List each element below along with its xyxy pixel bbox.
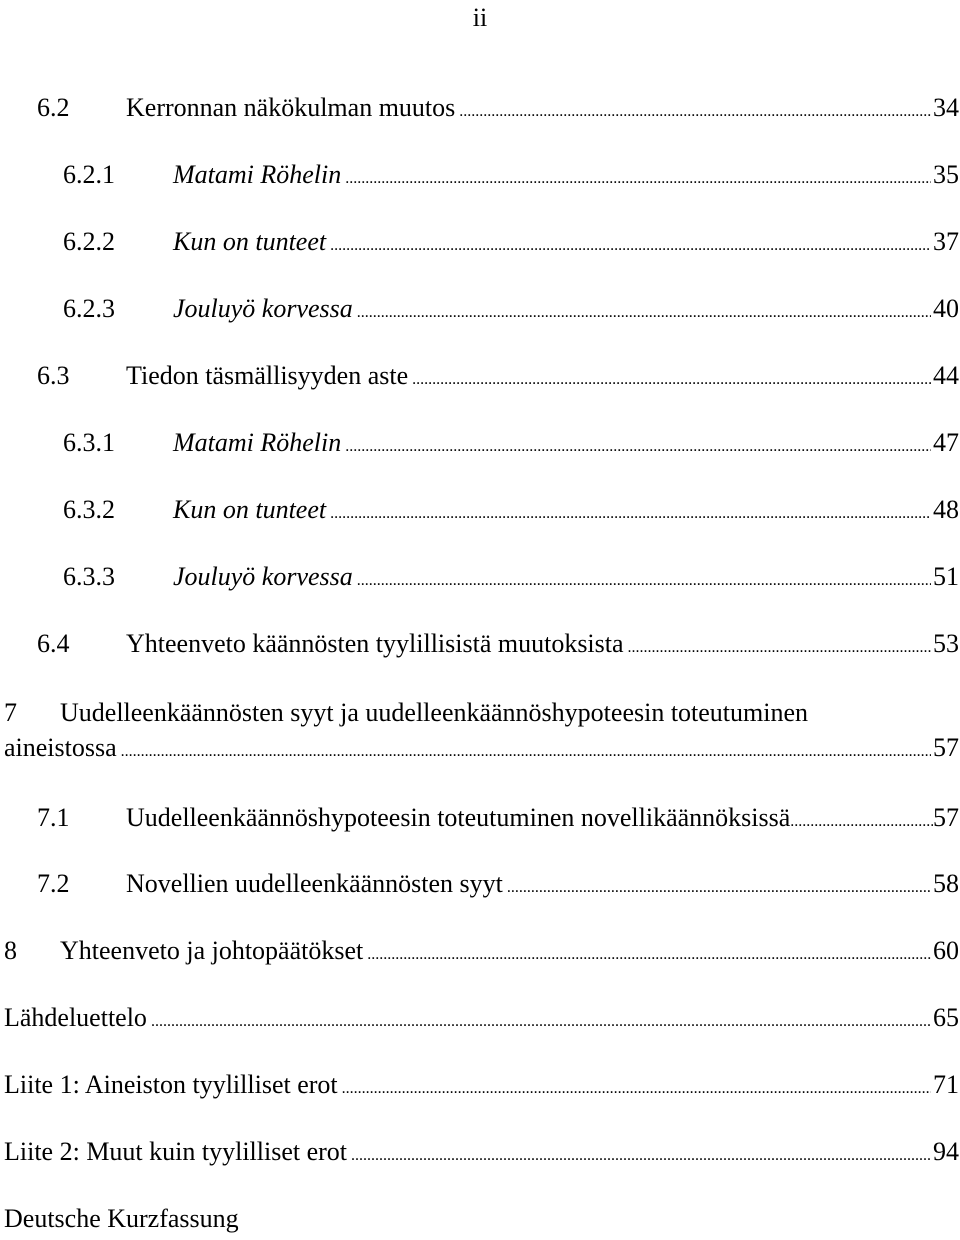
toc-entry-number: 6.2.1 [63, 160, 115, 189]
toc-entry-page: 47 [933, 428, 959, 457]
toc-entry-title: Jouluyö korvessa [173, 294, 353, 323]
dot-leader [628, 630, 931, 666]
toc-entry-number: 6.2 [37, 93, 70, 122]
toc-entry-title: Uudelleenkäännöshypoteesin toteutuminen novellikäännöksissä [126, 803, 791, 832]
toc-entry[interactable] [63, 492, 959, 528]
dot-leader [151, 1004, 931, 1040]
toc-entry[interactable] [37, 626, 959, 662]
toc-entry[interactable] [63, 157, 959, 193]
dot-leader [459, 94, 931, 130]
dot-leader [790, 804, 933, 840]
toc-entry[interactable] [37, 358, 959, 394]
toc-entry-title: Yhteenveto käännösten tyylillisistä muutoksista [126, 629, 624, 658]
page-number: ii [472, 3, 488, 32]
toc-entry-title: Matami Röhelin [173, 160, 342, 189]
toc-entry[interactable] [63, 291, 959, 327]
toc-entry-page: 65 [933, 1003, 959, 1032]
toc-entry-chapter[interactable] [4, 933, 959, 969]
toc-entry-number: 7.1 [37, 803, 70, 832]
dot-leader [345, 429, 931, 465]
dot-leader [351, 1138, 931, 1174]
toc-entry-title: Yhteenveto ja johtopäätökset [60, 936, 364, 965]
toc-entry-page: 44 [933, 361, 959, 390]
toc-entry-number: 6.3 [37, 361, 70, 390]
dot-leader [412, 362, 931, 398]
dot-leader [367, 937, 931, 973]
toc-entry-page: 57 [933, 733, 959, 762]
toc-entry-number: 6.3.3 [63, 562, 115, 591]
toc-entry-page: 48 [933, 495, 959, 524]
toc-entry-number: 8 [4, 936, 17, 965]
toc-entry-number: 6.3.1 [63, 428, 115, 457]
toc-entry[interactable] [63, 425, 959, 461]
toc-entry-title: Deutsche Kurzfassung [4, 1204, 239, 1233]
toc-entry-page: 71 [933, 1070, 959, 1099]
toc-entry-title: Lähdeluettelo [4, 1003, 147, 1032]
toc-entry-page: 34 [933, 93, 959, 122]
toc-entry-unnumbered[interactable] [4, 1067, 959, 1103]
toc-entry[interactable] [63, 559, 959, 595]
toc-entry-number: 6.4 [37, 629, 70, 658]
dot-leader [507, 870, 931, 906]
toc-entry-page: 37 [933, 227, 959, 256]
toc-entry-title: Liite 1: Aineiston tyylilliset erot [4, 1070, 338, 1099]
toc-entry-page: 53 [933, 629, 959, 658]
dot-leader [121, 734, 931, 770]
toc-entry-page: 94 [933, 1137, 959, 1166]
toc-entry-chapter[interactable] [4, 695, 959, 731]
toc-entry-title-line1: Uudelleenkäännösten syyt ja uudelleenkäännöshypoteesin toteutuminen [60, 698, 809, 727]
toc-entry-page: 51 [933, 562, 959, 591]
toc-entry-title: Novellien uudelleenkäännösten syyt [126, 869, 503, 898]
toc-entry-chapter-continuation[interactable] [4, 730, 959, 766]
toc-entry-unnumbered[interactable] [4, 1134, 959, 1170]
toc-entry-page: 60 [933, 936, 959, 965]
dot-leader [330, 496, 931, 532]
toc-entry-title: Kerronnan näkökulman muutos [126, 93, 456, 122]
toc-entry-unnumbered[interactable] [4, 1201, 959, 1237]
toc-entry-number: 6.2.2 [63, 227, 115, 256]
toc-entry-title: Kun on tunteet [173, 227, 327, 256]
dot-leader [357, 295, 931, 331]
toc-entry-page: 40 [933, 294, 959, 323]
toc-entry[interactable] [37, 90, 959, 126]
toc-entry[interactable] [63, 224, 959, 260]
toc-entry-page: 58 [933, 869, 959, 898]
toc-entry-title: Jouluyö korvessa [173, 562, 353, 591]
toc-entry-title: Matami Röhelin [173, 428, 342, 457]
toc-entry[interactable] [37, 800, 959, 836]
dot-leader [342, 1071, 931, 1107]
toc-entry-title: Liite 2: Muut kuin tyylilliset erot [4, 1137, 348, 1166]
toc-entry-number: 6.3.2 [63, 495, 115, 524]
dot-leader [330, 228, 931, 264]
toc-entry-page: 35 [933, 160, 959, 189]
toc-entry-number: 7 [4, 698, 17, 727]
toc-entry-title-line2: aineistossa [4, 733, 117, 762]
toc-entry-number: 6.2.3 [63, 294, 115, 323]
toc-entry[interactable] [37, 866, 959, 902]
toc-entry-page: 57 [933, 803, 959, 832]
toc-entry-unnumbered[interactable] [4, 1000, 959, 1036]
dot-leader [345, 161, 931, 197]
dot-leader [357, 563, 931, 599]
toc-entry-title: Kun on tunteet [173, 495, 327, 524]
toc-entry-number: 7.2 [37, 869, 70, 898]
toc-entry-title: Tiedon täsmällisyyden aste [126, 361, 409, 390]
